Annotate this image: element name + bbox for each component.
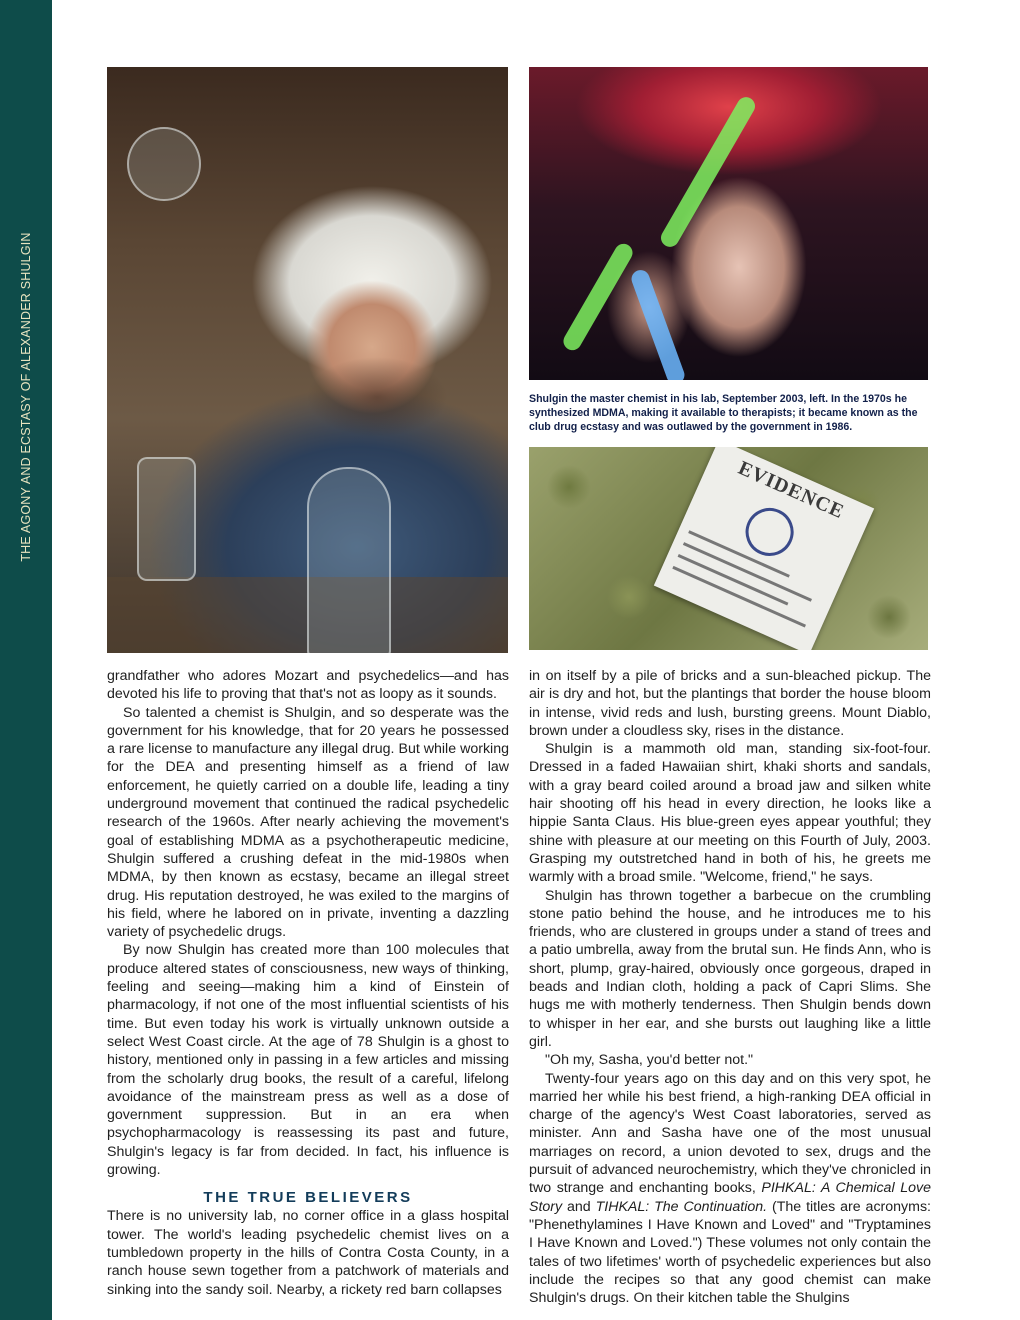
spine-bar [0,0,52,1320]
section-heading: THE TRUE BELIEVERS [203,1189,413,1207]
seal-icon [738,500,801,563]
paragraph: in on itself by a pile of bricks and a sun-bleached pickup. The air is dry and hot, but the plantings that border the house bloom in intense, vivid reds and lush, bursting greens. Mount Diablo, brown under a cloudless sky, rises in the distance. [529,668,931,739]
paragraph: By now Shulgin has created more than 100 molecules that produce altered states of consciousness, new ways of thinking, feeling and seeing—making him a kind of Einstein of pharmacology, if not one of the most influential scientists of his time. But even today his work is virtually unknown outside a select West Coast circle. At the age of 78 Shulgin is a ghost to history, mentioned only in passing in a few articles and missing from the scholarly drug books, the result of a careful, lifelong avoidance of the mainstream press as well as a dose of government suppression. But in an era when psychopharmacology is reassessing its past and future, Shulgin's legacy is far from decided. In fact, his influence is growing. [107,942,509,1179]
paragraph: "Oh my, Sasha, you'd better not." [545,1052,754,1069]
book-title: PIHKAL: A Chemical Love Story [529,1180,931,1215]
running-head-text: THE AGONY AND ECSTASY OF ALEXANDER SHULGIN [19,232,33,562]
paragraph: There is no university lab, no corner office in a glass hospital tower. The world's leading psychedelic chemist lives on a tumbledown property in the hills of Contra Costa County, in a ranch house sewn together from a patchwork of materials and sinking into the sandy soil. Nearby, a rickety red barn collapses [107,1208,509,1298]
article-column-left [107,667,509,1299]
paragraph: Shulgin has thrown together a barbecue on the crumbling stone patio behind the house, and he introduces me to his friends, who are clustered in groups under a stand of trees and a patio umbrella, away from the brutal sun. He finds Ann, who is short, plump, gray-haired, obviously once gorgeous, draped in beads and Indian cloth, holding a pack of Capri Slims. She hugs me with motherly tenderness. Then Shulgin bends down to whisper in her ear, and she bursts out laughing like a little girl. [529,887,931,1050]
club-dancers-photo [529,67,928,380]
paragraph: grandfather who adores Mozart and psychedelics—and has devoted his life to proving that that's not as loopy as it sounds. [107,668,509,703]
flask-shape [137,457,196,581]
flask-shape [307,467,391,653]
article-column-right [529,667,931,1307]
evidence-document [654,447,874,650]
paragraph: So talented a chemist is Shulgin, and so desperate was the government for his knowledge, that for 20 years he possessed a rare license to manufacture any illegal drug. But while working for the DEA and presenting himself as a friend of law enforcement, he quietly carried on a double life, leading a tiny underground movement that continued the radical psychedelic research of the 1960s. After nearly achieving the movement's goal of establishing MDMA as a psychotherapeutic medicine, Shulgin suffered a crushing defeat in the mid-1980s when MDMA, by then known as ecstasy, became an illegal street drug. His reputation destroyed, he was exiled to the margins of his field, where he labored on in private, inventing a dazzling variety of psychedelic drugs. [107,704,509,941]
book-title: TIHKAL: The Continuation. [595,1198,768,1215]
evidence-photo [529,447,928,650]
paragraph: Shulgin is a mammoth old man, standing six-foot-four. Dressed in a faded Hawaiian shirt, khaki shorts and sandals, with a gray beard coiled around a broad jaw and silken white hair shooting off his head in every direction, he looks like a hippie Santa Claus. His blue-green eyes appear youthful; they shine with pleasure at our meeting on this Fourth of July, 2003. Grasping my outstretched hand in both of his, he greets me warmly with a broad smile. "Welcome, friend," he says. [529,741,931,886]
photo-caption: Shulgin the master chemist in his lab, September 2003, left. In the 1970s he synthesized MDMA, making it available to therapists; it became known as the club drug ecstasy and was outlawed by the government in 1986. [529,393,918,433]
glowstick-shape [560,241,636,354]
glowstick-shape [658,94,759,250]
glowstick-shape [629,268,687,380]
evidence-stamp: EVIDENCE [734,457,848,524]
flask-shape [127,127,201,201]
paragraph: Twenty-four years ago on this day and on this very spot, he married her while his best friend, a high-ranking DEA official in charge of the agency's West Coast laboratories, served as minister. Ann and Sasha have one of the most unusual marriages on record, a union devoted to sex, drugs and the pursuit of advanced neurochemistry, which they've chronicled in two strange and enchanting books, PIHKAL: A Chemical Love Story and TIHKAL: The Continuation. (The titles are acronyms: "Phenethylamines I Have Known and Loved" and "Tryptamines I Have Known and Loved.") These volumes not only contain the tales of two lifetimes' worth of psychedelic experiences but also include the recipes so that any good chemist can make Shulgin's drugs. On their kitchen table the Shulgins [529,1070,931,1307]
shulgin-lab-photo [107,67,508,653]
